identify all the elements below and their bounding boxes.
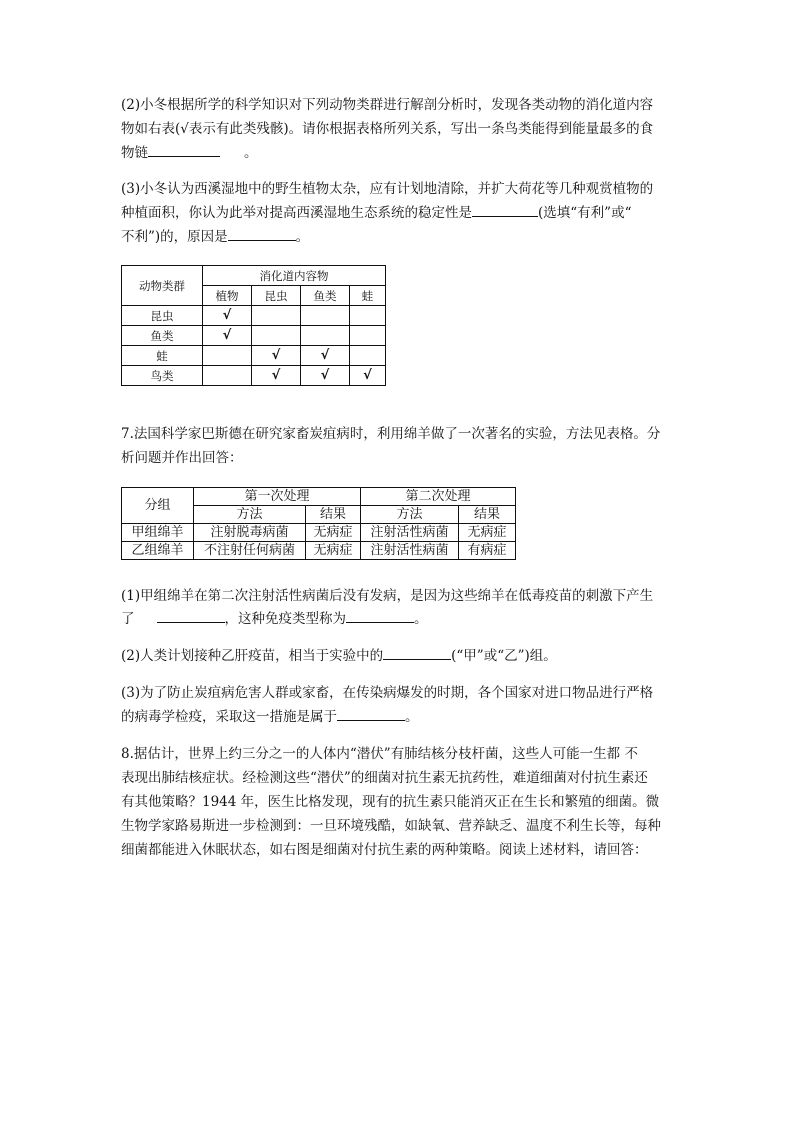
stability-blank[interactable]: [472, 202, 538, 217]
table-row: [122, 524, 516, 542]
table1-cell: [203, 346, 252, 366]
food-chain-blank[interactable]: [148, 142, 220, 157]
q7-line1: 7.法国科学家巴斯德在研究家畜炭疽病时，利用绵羊做了一次著名的实验，方法见表格。分: [121, 426, 661, 442]
q3-line3-prefix: 不利”)的，原因是: [121, 229, 228, 245]
table2-result-header: 结果: [306, 506, 361, 524]
table1-corner-header: 动物类群: [122, 266, 203, 306]
table1-col-header: 植物: [203, 286, 252, 306]
table2-first-header: 第一次处理: [194, 488, 361, 506]
q2-line3-suffix: 。: [244, 145, 258, 161]
q8-line4: 生物学家路易斯进一步检测到：一旦环境残酷，如缺氧、营养缺乏、温度不利生长等，每种: [121, 818, 661, 834]
table2-cell: 无病症: [306, 542, 361, 560]
table-row: [122, 326, 386, 346]
q7-1-line2: [121, 607, 681, 631]
q8-line5: 细菌都能进入休眠状态，如右图是细菌对付抗生素的两种策略。阅读上述材料，请回答：: [121, 842, 648, 858]
table-row: [122, 346, 386, 366]
table1-cell: √: [301, 346, 350, 366]
table1-cell: [350, 346, 386, 366]
q7-1-line2-suffix: 。: [414, 611, 428, 627]
q7-3-line2: [121, 705, 681, 729]
q8-line3: 有其他策略？1944 年，医生比格发现，现有的抗生素只能消灭正在生长和繁殖的细菌。微: [121, 794, 660, 810]
q3-line3: [121, 225, 681, 249]
q2-line3: [121, 141, 681, 165]
table1-cell: √: [350, 366, 386, 386]
table2-second-header: 第二次处理: [361, 488, 516, 506]
q3-line2-suffix: (选填“有利”或“: [538, 205, 632, 221]
table2-method-header: 方法: [361, 506, 459, 524]
table1-row-label: 蛙: [122, 346, 203, 366]
table2-row-label: 乙组绵羊: [122, 542, 194, 560]
q2-line1: (2)小冬根据所学的科学知识对下列动物类群进行解剖分析时，发现各类动物的消化道内容: [121, 97, 654, 113]
table1-cell: [350, 306, 386, 326]
table2-group-header: 分组: [122, 488, 194, 524]
measure-blank[interactable]: [337, 706, 405, 721]
q7-2-line: [121, 644, 681, 668]
q7-1-line2-prefix: 了: [121, 611, 135, 627]
table1-col-header: 昆虫: [252, 286, 301, 306]
table2-row-label: 甲组绵羊: [122, 524, 194, 542]
table1-group-header: 消化道内容物: [203, 266, 386, 286]
experiment-table: [121, 487, 516, 560]
q7-2-suffix: (“甲”或“乙”)组。: [451, 648, 557, 664]
reason-blank[interactable]: [228, 226, 296, 241]
table2-cell: 无病症: [459, 524, 516, 542]
q7-1-line1: (1)甲组绵羊在第二次注射活性病菌后没有发病，是因为这些绵羊在低毒疫苗的刺激下产生: [121, 588, 654, 604]
table2-cell: 注射活性病菌: [361, 542, 459, 560]
q8-line2: 表现出肺结核症状。经检测这些“潜伏”的细菌对抗生素无抗药性，难道细菌对付抗生素还: [121, 770, 648, 786]
table-row: [122, 366, 386, 386]
table1-row-label: 鱼类: [122, 326, 203, 346]
q7-3-line1: (3)为了防止炭疽病危害人群或家畜，在传染病爆发的时期，各个国家对进口物品进行严格: [121, 685, 654, 701]
table-row: [122, 306, 386, 326]
group-choice-blank[interactable]: [383, 645, 451, 660]
table1-cell: √: [252, 346, 301, 366]
table1-col-header: 鱼类: [301, 286, 350, 306]
table2-cell: 注射活性病菌: [361, 524, 459, 542]
q3-line1: (3)小冬认为西溪湿地中的野生植物太杂，应有计划地清除，并扩大荷花等几种观赏植物的: [121, 181, 654, 197]
table1-cell: [203, 366, 252, 386]
q2-line3-prefix: 物链: [121, 145, 148, 161]
q3-line2-prefix: 种植面积，你认为此举对提高西溪湿地生态系统的稳定性是: [121, 205, 472, 221]
q7-3-line2-prefix: 的病毒学检疫，采取这一措施是属于: [121, 709, 337, 725]
table1-cell: √: [301, 366, 350, 386]
table2-method-header: 方法: [194, 506, 306, 524]
table2-cell: 不注射任何病菌: [194, 542, 306, 560]
table1-cell: [252, 326, 301, 346]
table2-result-header: 结果: [459, 506, 516, 524]
q3-line3-suffix: 。: [295, 229, 310, 245]
q7-line2: 析问题并作出回答：: [121, 450, 243, 466]
table2-cell: 注射脱毒病菌: [194, 524, 306, 542]
digestive-contents-table: [121, 265, 386, 386]
q7-3-line2-suffix: 。: [405, 709, 419, 725]
q2-line2: 物如右表(√表示有此类残骸)。请你根据表格所列关系，写出一条鸟类能得到能量最多的食: [121, 121, 654, 137]
antibody-blank[interactable]: [157, 608, 225, 623]
table1-cell: [301, 326, 350, 346]
table1-cell: [252, 306, 301, 326]
q7-1-line2-mid: ，这种免疫类型称为: [224, 611, 346, 627]
table1-row-label: 昆虫: [122, 306, 203, 326]
table1-cell: √: [252, 366, 301, 386]
table2-cell: 无病症: [306, 524, 361, 542]
q7-2-prefix: (2)人类计划接种乙肝疫苗，相当于实验中的: [121, 648, 384, 664]
q3-line2: [121, 201, 681, 225]
table-row: [122, 542, 516, 560]
immunity-type-blank[interactable]: [346, 608, 414, 623]
table1-col-header: 蛙: [350, 286, 386, 306]
table2-cell: 有病症: [459, 542, 516, 560]
table1-row-label: 鸟类: [122, 366, 203, 386]
table1-cell: [350, 326, 386, 346]
table1-cell: [301, 306, 350, 326]
table1-cell: √: [203, 326, 252, 346]
table1-cell: √: [203, 306, 252, 326]
q8-line1: 8.据估计，世界上约三分之一的人体内“潜伏”有肺结核分枝杆菌，这些人可能一生都 不: [121, 746, 638, 762]
